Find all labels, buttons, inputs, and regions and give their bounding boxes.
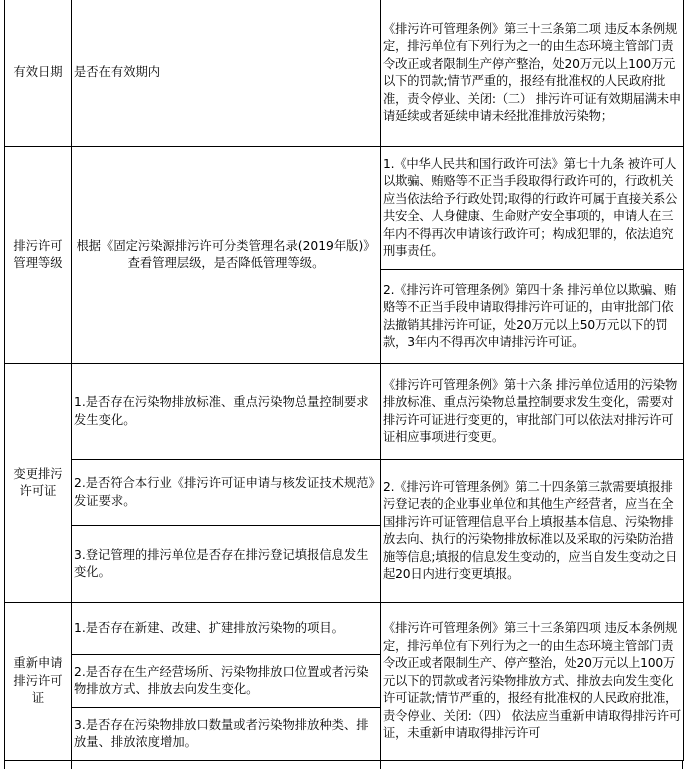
column-divider xyxy=(71,761,72,769)
table-row-validity xyxy=(5,0,684,147)
table-row-level-1 xyxy=(5,147,684,270)
check-reapply-2: 2.是否存在生产经营场所、污染物排放口位置或者污染物排放方式、排放去向发生变化。 xyxy=(72,655,381,708)
table-row-reapply-1 xyxy=(5,603,684,655)
regulation-table xyxy=(4,0,684,761)
check-validity: 是否在有效期内 xyxy=(72,0,381,147)
check-reapply-1: 1.是否存在新建、改建、扩建排放污染物的项目。 xyxy=(72,603,381,655)
next-row-fragment xyxy=(4,761,683,769)
law-reapply: 《排污许可管理条例》第三十三条第四项 违反本条例规定，排污单位有下列行为之一的由生态环境主管部门责令改正或者限制生产、停产整治，处20万元以上100万元以下的罚款或者污染物排放方式、排放去向发生变化许可证款;情节严重的，报经有批准权的人民政府批准，责令停业、关闭:（四） 依法应当重新申请取得排污许可证，未重新申请取得排污许可 xyxy=(381,603,684,761)
category-reapply: 重新申请 排污许可 证 xyxy=(5,603,72,761)
category-level: 排污许可 管理等级 xyxy=(5,147,72,364)
law-change-1: 《排污许可管理条例》第十六条 排污单位适用的污染物排放标准、重点污染物总量控制要求发生变化，需要对排污许可证进行变更的，审批部门可以依法对排污许可证相应事项进行变更。 xyxy=(381,364,684,460)
law-level-2: 2.《排污许可管理条例》第四十条 排污单位以欺骗、贿赂等不正当手段申请取得排污许可证的，由审批部门依法撤销其排污许可证，处20万元以上50万元以下的罚款，3年内不得再次申请排污许可证。 xyxy=(381,270,684,364)
category-validity: 有效日期 xyxy=(5,0,72,147)
law-level-1: 1.《中华人民共和国行政许可法》第七十九条 被许可人以欺骗、贿赂等不正当手段取得行政许可的，行政机关应当依法给予行政处罚;取得的行政许可属于直接关系公共安全、人身健康、生命财产安全事项的，申请人在三年内不得再次申请该行政许可；构成犯罪的，依法追究刑事责任。 xyxy=(381,147,684,270)
category-change: 变更排污 许可证 xyxy=(5,364,72,603)
law-change-2: 2.《排污许可管理条例》第二十四条第三款需要填报排污登记表的企业事业单位和其他生产经营者，应当在全国排污许可证管理信息平台上填报基本信息、污染物排放去向、执行的污染物排放标准以及采取的污染防治措施等信息;填报的信息发生变动的，应当自发生变动之日起20日内进行变更填报。 xyxy=(381,460,684,603)
check-change-3: 3.登记管理的排污单位是否存在排污登记填报信息发生变化。 xyxy=(72,526,381,603)
law-validity: 《排污许可管理条例》第三十三条第二项 违反本条例规定，排污单位有下列行为之一的由生态环境主管部门责令改正或者限制生产停产整治，处20万元以上100万元以下的罚款;情节严重的，报经有批准权的人民政府批准，责令停业、关闭:（二） 排污许可证有效期届满未申请延续或者延续申请未经批准排放污染物； xyxy=(381,0,684,147)
check-change-1: 1.是否存在污染物排放标准、重点污染物总量控制要求发生变化。 xyxy=(72,364,381,460)
column-divider xyxy=(380,761,381,769)
check-change-2: 2.是否符合本行业《排污许可证申请与核发证技术规范》发证要求。 xyxy=(72,460,381,526)
table-row-change-2 xyxy=(5,460,684,526)
check-reapply-3: 3.是否存在污染物排放口数量或者污染物排放种类、排放量、排放浓度增加。 xyxy=(72,708,381,761)
check-level: 根据《固定污染源排污许可分类管理名录(2019年版)》查看管理层级，是否降低管理等级。 xyxy=(72,147,381,364)
table-row-change-1 xyxy=(5,364,684,460)
